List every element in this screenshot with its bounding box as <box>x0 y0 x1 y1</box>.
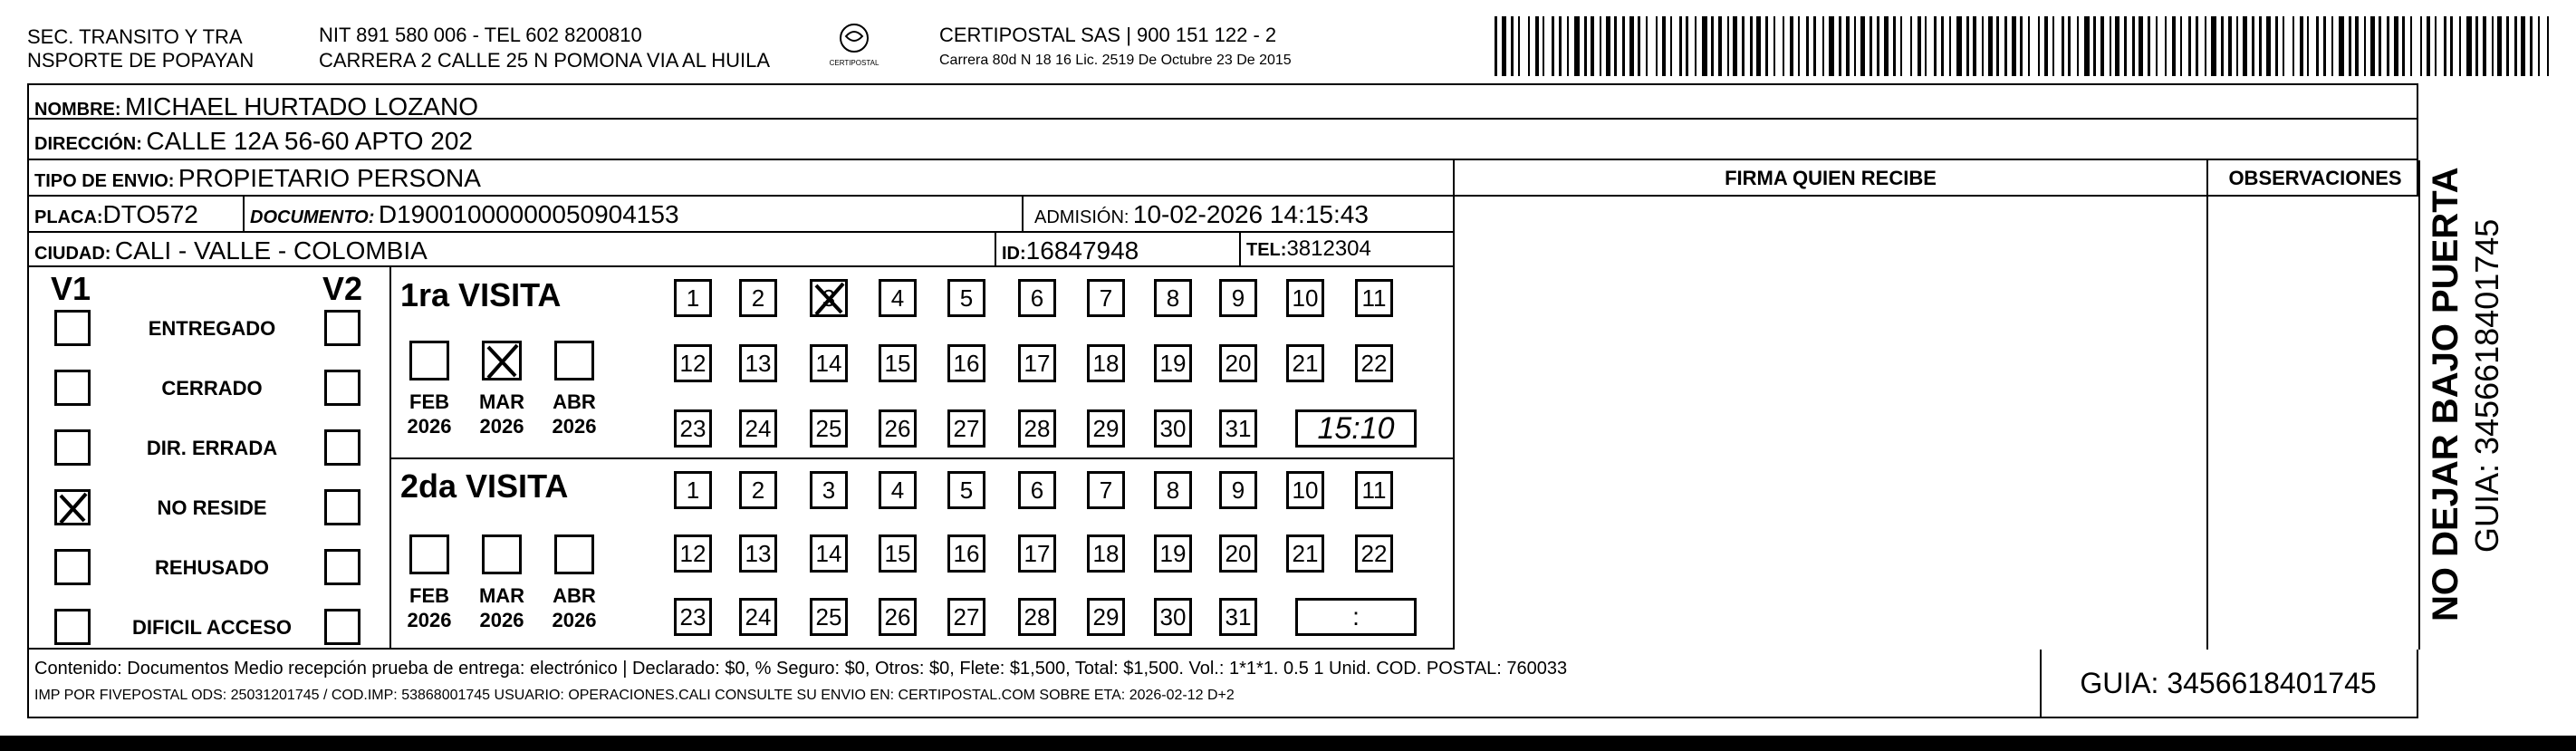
day-box[interactable]: 31 <box>1219 409 1257 448</box>
status-label: CERRADO <box>161 377 263 400</box>
visit2-time-box[interactable]: : <box>1295 598 1417 636</box>
day-box[interactable]: 23 <box>674 598 712 636</box>
barcode-bar <box>2124 16 2127 76</box>
content-line: Contenido: Documentos Medio recepción prueba de entrega: electrónico | Declarado: $0, % Seguro: $0, Otros: $0, Flete: $1,500, Total: $1,500. Vol.: 1*1*1. 0.5 1 Unid. COD. POSTAL: 760033 <box>34 659 1568 679</box>
month-checkbox[interactable] <box>554 534 594 574</box>
day-box[interactable]: 21 <box>1286 344 1324 382</box>
barcode-bar <box>2323 16 2326 76</box>
day-box[interactable]: 23 <box>674 409 712 448</box>
barcode-bar <box>2205 16 2206 76</box>
month-name: FEB <box>409 584 449 607</box>
barcode-bar <box>2165 16 2167 76</box>
barcode-bar <box>1656 16 1658 76</box>
status-v2-checkbox[interactable] <box>324 489 360 525</box>
barcode-bar <box>1949 16 1951 76</box>
barcode-bar <box>2492 16 2494 76</box>
barcode-bar <box>1733 16 1737 76</box>
month-name: FEB <box>409 390 449 413</box>
barcode-bar <box>1973 16 1976 76</box>
month-year: 2026 <box>552 609 597 631</box>
day-box[interactable]: 5 <box>947 471 985 509</box>
document-label: DOCUMENTO: <box>250 207 375 227</box>
barcode-bar <box>1622 16 1625 76</box>
status-v1-checkbox[interactable] <box>54 609 91 645</box>
barcode-bar <box>2012 16 2016 76</box>
day-box[interactable]: 7 <box>1087 471 1125 509</box>
barcode-bar <box>2020 16 2023 76</box>
tel-value: 3812304 <box>1286 236 1371 261</box>
city-label: CIUDAD: <box>34 244 111 264</box>
day-box[interactable]: 18 <box>1087 344 1125 382</box>
barcode-bar <box>1900 16 1902 76</box>
day-box[interactable]: 24 <box>739 598 777 636</box>
plate-value: DTO572 <box>102 200 198 228</box>
issuer-address: CARRERA 2 CALLE 25 N POMONA VIA AL HUILA <box>319 49 771 72</box>
day-box[interactable]: 10 <box>1286 471 1324 509</box>
month-name: ABR <box>553 390 596 413</box>
recipient-name: MICHAEL HURTADO LOZANO <box>125 92 478 120</box>
barcode-bar <box>1860 16 1865 76</box>
type-label: TIPO DE ENVIO: <box>34 171 175 191</box>
barcode-bar <box>2475 16 2478 76</box>
barcode-bar <box>2506 16 2509 76</box>
barcode-bar <box>2497 16 2502 76</box>
visit1-title: 1ra VISITA <box>400 276 562 313</box>
month-name: ABR <box>553 584 596 607</box>
barcode-bar <box>1711 16 1714 76</box>
company-line: CERTIPOSTAL SAS | 900 151 122 - 2 <box>939 24 1277 46</box>
barcode-bar <box>2156 16 2158 76</box>
month-label <box>402 390 457 438</box>
barcode-bar <box>2084 16 2090 76</box>
day-box[interactable]: 10 <box>1286 279 1324 317</box>
day-box[interactable]: 24 <box>739 409 777 448</box>
month-checkbox[interactable] <box>482 534 522 574</box>
day-box[interactable]: 4 <box>879 279 917 317</box>
barcode-bar <box>1543 16 1544 76</box>
barcode-bar <box>1756 16 1761 76</box>
day-box[interactable]: 25 <box>810 598 848 636</box>
day-box[interactable]: 4 <box>879 471 917 509</box>
barcode-bar <box>1518 16 1520 76</box>
barcode-bar <box>2364 16 2366 76</box>
barcode-bar <box>1511 16 1514 76</box>
day-box[interactable]: 22 <box>1355 344 1393 382</box>
status-label: DIR. ERRADA <box>146 437 278 459</box>
issuer-line-1: SEC. TRANSITO Y TRA <box>27 25 243 48</box>
barcode-bar <box>1591 16 1594 76</box>
barcode-bar <box>1783 16 1784 76</box>
barcode-bar <box>2052 16 2054 76</box>
day-box[interactable]: 17 <box>1018 534 1056 573</box>
month-year: 2026 <box>407 415 452 438</box>
status-v2-checkbox[interactable] <box>324 310 360 346</box>
day-box[interactable]: 11 <box>1355 471 1393 509</box>
barcode-bar <box>1941 16 1944 76</box>
admission-value: 10-02-2026 14:15:43 <box>1132 200 1369 228</box>
day-box[interactable]: 9 <box>1219 471 1257 509</box>
barcode-bar <box>1702 16 1707 76</box>
barcode-bar <box>2435 16 2437 76</box>
barcode-bar <box>2339 16 2344 76</box>
status-label: ENTREGADO <box>148 317 276 340</box>
barcode-bar <box>2444 16 2446 76</box>
barcode-bar <box>1567 16 1569 76</box>
barcode-bar <box>1765 16 1768 76</box>
barcode-bar <box>2316 16 2319 76</box>
barcode-bar <box>2077 16 2079 76</box>
barcode-bar <box>1629 16 1634 76</box>
plate-label: PLACA: <box>34 207 103 227</box>
barcode-bar <box>2038 16 2040 76</box>
month-checkbox[interactable] <box>409 341 449 380</box>
day-box[interactable]: 13 <box>739 344 777 382</box>
barcode-bar <box>1695 16 1697 76</box>
barcode-bar <box>1742 16 1745 76</box>
day-box[interactable]: 27 <box>947 598 985 636</box>
day-box[interactable]: 19 <box>1154 534 1192 573</box>
issuer-line-2: NSPORTE DE POPAYAN <box>27 49 255 72</box>
day-box[interactable]: 20 <box>1219 344 1257 382</box>
barcode-bar <box>2266 16 2271 76</box>
barcode-bar <box>1535 16 1539 76</box>
signature-region <box>1453 160 2420 650</box>
barcode-bar <box>2307 16 2309 76</box>
barcode-bar <box>2028 16 2030 76</box>
barcode-bar <box>2547 16 2549 76</box>
barcode-bar <box>1718 16 1722 76</box>
month-checkbox[interactable] <box>482 341 522 380</box>
barcode-bar <box>1822 16 1824 76</box>
barcode-bar <box>2100 16 2104 76</box>
barcode-bar <box>1686 16 1688 76</box>
status-label: DIFICIL ACCESO <box>131 616 292 639</box>
day-box[interactable]: 11 <box>1355 279 1393 317</box>
barcode-bar <box>1670 16 1672 76</box>
status-v1-checkbox[interactable] <box>54 429 91 466</box>
barcode-bar <box>2420 16 2422 76</box>
barcode-bar <box>1727 16 1729 76</box>
id-label: ID: <box>1002 244 1026 264</box>
barcode-bar <box>1839 16 1841 76</box>
city-value: CALI - VALLE - COLOMBIA <box>114 236 428 265</box>
barcode-bar <box>2530 16 2533 76</box>
name-label: NOMBRE: <box>34 100 121 120</box>
status-v2-checkbox[interactable] <box>324 609 360 645</box>
barcode-bar <box>2394 16 2398 76</box>
barcode-bar <box>1829 16 1834 76</box>
day-box[interactable]: 3 <box>810 471 848 509</box>
status-label: REHUSADO <box>155 556 269 579</box>
barcode-bar <box>1893 16 1896 76</box>
certipostal-logo <box>826 20 882 69</box>
barcode-bar <box>2236 16 2238 76</box>
barcode-bar <box>1679 16 1682 76</box>
barcode-bar <box>1870 16 1872 76</box>
barcode-bar <box>2243 16 2247 76</box>
recipient-address: CALLE 12A 56-60 APTO 202 <box>146 127 473 155</box>
barcode-bar <box>2370 16 2375 76</box>
barcode-bar <box>2044 16 2048 76</box>
barcode-bar <box>1884 16 1889 76</box>
barcode-bar <box>2300 16 2303 76</box>
visit2-title: 2da VISITA <box>400 467 569 505</box>
barcode-bar <box>1910 16 1912 76</box>
month-checkbox[interactable] <box>554 341 594 380</box>
barcode <box>1495 16 2559 76</box>
barcode-bar <box>1925 16 1927 76</box>
barcode-bar <box>1495 16 1497 76</box>
barcode-bar <box>1750 16 1753 76</box>
footer-guide: GUIA: 3456618401745 <box>2080 667 2377 699</box>
day-box[interactable]: 25 <box>810 409 848 448</box>
logo-text: CERTIPOSTAL <box>829 59 879 67</box>
barcode-bar <box>2211 16 2216 76</box>
barcode-bar <box>2349 16 2351 76</box>
status-label: NO RESIDE <box>157 496 267 519</box>
day-box[interactable]: 29 <box>1087 409 1125 448</box>
month-year: 2026 <box>552 415 597 438</box>
barcode-bar <box>1806 16 1809 76</box>
day-box[interactable]: 14 <box>810 534 848 573</box>
barcode-bar <box>1606 16 1610 76</box>
status-v1-checkbox[interactable] <box>54 370 91 406</box>
day-box[interactable]: 7 <box>1087 279 1125 317</box>
barcode-bar <box>2427 16 2430 76</box>
barcode-bar <box>2450 16 2453 76</box>
day-box[interactable]: 16 <box>947 534 985 573</box>
day-box[interactable]: 5 <box>947 279 985 317</box>
day-box[interactable]: 9 <box>1219 279 1257 317</box>
barcode-bar <box>2132 16 2135 76</box>
barcode-bar <box>2410 16 2412 76</box>
month-checkbox[interactable] <box>409 534 449 574</box>
visit1-time-box[interactable]: 15:10 <box>1295 409 1417 448</box>
month-label <box>547 390 601 438</box>
barcode-bar <box>1854 16 1856 76</box>
day-box[interactable]: 19 <box>1154 344 1192 382</box>
barcode-bar <box>1966 16 1969 76</box>
barcode-bar <box>2387 16 2389 76</box>
address-label: DIRECCIÓN: <box>34 134 142 154</box>
barcode-bar <box>2275 16 2278 76</box>
status-v2-checkbox[interactable] <box>324 429 360 466</box>
day-box[interactable]: 18 <box>1087 534 1125 573</box>
day-box[interactable]: 15 <box>879 534 917 573</box>
day-box[interactable]: 20 <box>1219 534 1257 573</box>
address-row <box>27 120 2418 160</box>
barcode-bar <box>1877 16 1879 76</box>
day-box[interactable]: 3 <box>810 279 848 317</box>
side-warning: NO DEJAR BAJO PUERTA <box>2426 167 2465 621</box>
observations-header: OBSERVACIONES <box>2228 167 2402 189</box>
barcode-bar <box>1996 16 1999 76</box>
month-label <box>475 583 529 632</box>
barcode-bar <box>2110 16 2111 76</box>
day-box[interactable]: 17 <box>1018 344 1056 382</box>
month-label <box>402 583 457 632</box>
city-row <box>27 233 1455 267</box>
barcode-bar <box>2331 16 2333 76</box>
imp-line: IMP POR FIVEPOSTAL ODS: 25031201745 / COD.IMP: 53868001745 USUARIO: OPERACIONES.CALI CONSULTE SU ENVIO EN: CERTIPOSTAL.COM SOBRE ETA: 2026-02-12 D+2 <box>34 688 1235 703</box>
month-year: 2026 <box>407 609 452 631</box>
nit-line: NIT 891 580 006 - TEL 602 8200810 <box>319 24 642 46</box>
day-box[interactable]: 12 <box>674 534 712 573</box>
barcode-bar <box>2221 16 2224 76</box>
barcode-bar <box>1813 16 1816 76</box>
barcode-bar <box>2148 16 2150 76</box>
plate-row <box>27 197 1455 233</box>
barcode-bar <box>2483 16 2486 76</box>
footer <box>27 650 2418 718</box>
day-box[interactable]: 2 <box>739 279 777 317</box>
barcode-bar <box>2259 16 2262 76</box>
barcode-bar <box>2252 16 2254 76</box>
status-v2-checkbox[interactable] <box>324 370 360 406</box>
barcode-bar <box>1798 16 1800 76</box>
day-box[interactable]: 1 <box>674 471 712 509</box>
barcode-bar <box>2139 16 2143 76</box>
barcode-bar <box>1528 16 1530 76</box>
admission-label: ADMISIÓN: <box>1034 207 1129 227</box>
barcode-bar <box>2004 16 2007 76</box>
barcode-bar <box>1846 16 1850 76</box>
status-v2-checkbox[interactable] <box>324 549 360 585</box>
day-box[interactable]: 8 <box>1154 471 1192 509</box>
v1-label: V1 <box>51 270 91 307</box>
day-box[interactable]: 30 <box>1154 409 1192 448</box>
barcode-bar <box>1502 16 1506 76</box>
barcode-bar <box>2228 16 2232 76</box>
barcode-bar <box>2188 16 2191 76</box>
barcode-bar <box>2379 16 2381 76</box>
barcode-bar <box>1638 16 1640 76</box>
barcode-bar <box>1982 16 1984 76</box>
day-box[interactable]: 22 <box>1355 534 1393 573</box>
barcode-bar <box>2196 16 2198 76</box>
day-box[interactable]: 2 <box>739 471 777 509</box>
barcode-bar <box>1956 16 1962 76</box>
barcode-bar <box>1773 16 1775 76</box>
barcode-bar <box>1559 16 1562 76</box>
day-box[interactable]: 28 <box>1018 598 1056 636</box>
status-v1-checkbox[interactable] <box>54 489 91 525</box>
month-label <box>547 583 601 632</box>
barcode-bar <box>2402 16 2405 76</box>
day-box[interactable]: 14 <box>810 344 848 382</box>
barcode-bar <box>1790 16 1793 76</box>
barcode-bar <box>1584 16 1587 76</box>
barcode-bar <box>1662 16 1666 76</box>
barcode-bar <box>1988 16 1993 76</box>
signature-header: FIRMA QUIEN RECIBE <box>1725 167 1937 189</box>
barcode-bar <box>2283 16 2284 76</box>
license-line: Carrera 80d N 18 16 Lic. 2519 De Octubre 23 De 2015 <box>939 53 1292 68</box>
day-box[interactable]: 6 <box>1018 279 1056 317</box>
barcode-bar <box>2180 16 2182 76</box>
barcode-bar <box>2115 16 2119 76</box>
day-box[interactable]: 26 <box>879 409 917 448</box>
barcode-bar <box>2355 16 2359 76</box>
day-box[interactable]: 29 <box>1087 598 1125 636</box>
day-box[interactable]: 26 <box>879 598 917 636</box>
day-box[interactable]: 31 <box>1219 598 1257 636</box>
barcode-bar <box>2538 16 2540 76</box>
month-name: MAR <box>478 584 525 607</box>
shipment-type: PROPIETARIO PERSONA <box>178 164 481 192</box>
barcode-bar <box>1574 16 1580 76</box>
id-value: 16847948 <box>1025 236 1139 265</box>
barcode-bar <box>2292 16 2294 76</box>
document-value: D19001000000050904153 <box>378 200 679 228</box>
month-label <box>475 390 529 438</box>
barcode-bar <box>2068 16 2071 76</box>
barcode-bar <box>2514 16 2517 76</box>
barcode-bar <box>1918 16 1921 76</box>
month-year: 2026 <box>479 415 524 438</box>
day-box[interactable]: 6 <box>1018 471 1056 509</box>
barcode-bar <box>2093 16 2096 76</box>
status-v1-checkbox[interactable] <box>54 549 91 585</box>
month-year: 2026 <box>479 609 524 631</box>
barcode-bar <box>2062 16 2064 76</box>
day-box[interactable]: 30 <box>1154 598 1192 636</box>
day-box[interactable]: 8 <box>1154 279 1192 317</box>
side-guide: GUIA: 3456618401745 <box>2468 218 2505 553</box>
day-box[interactable]: 16 <box>947 344 985 382</box>
day-box[interactable]: 15 <box>879 344 917 382</box>
month-name: MAR <box>478 390 525 413</box>
day-box[interactable]: 27 <box>947 409 985 448</box>
tel-label: TEL: <box>1246 240 1287 260</box>
day-box[interactable]: 28 <box>1018 409 1056 448</box>
barcode-bar <box>2521 16 2525 76</box>
barcode-bar <box>1600 16 1601 76</box>
day-box[interactable]: 12 <box>674 344 712 382</box>
status-v1-checkbox[interactable] <box>54 310 91 346</box>
barcode-bar <box>1646 16 1648 76</box>
barcode-bar <box>2466 16 2472 76</box>
v2-label: V2 <box>322 270 363 307</box>
name-row <box>27 83 2418 120</box>
barcode-bar <box>2459 16 2461 76</box>
day-box[interactable]: 13 <box>739 534 777 573</box>
barcode-bar <box>2172 16 2176 76</box>
barcode-bar <box>1614 16 1617 76</box>
barcode-bar <box>1552 16 1554 76</box>
barcode-bar <box>1934 16 1937 76</box>
day-box[interactable]: 21 <box>1286 534 1324 573</box>
scan-edge <box>0 736 2576 751</box>
day-box[interactable]: 1 <box>674 279 712 317</box>
